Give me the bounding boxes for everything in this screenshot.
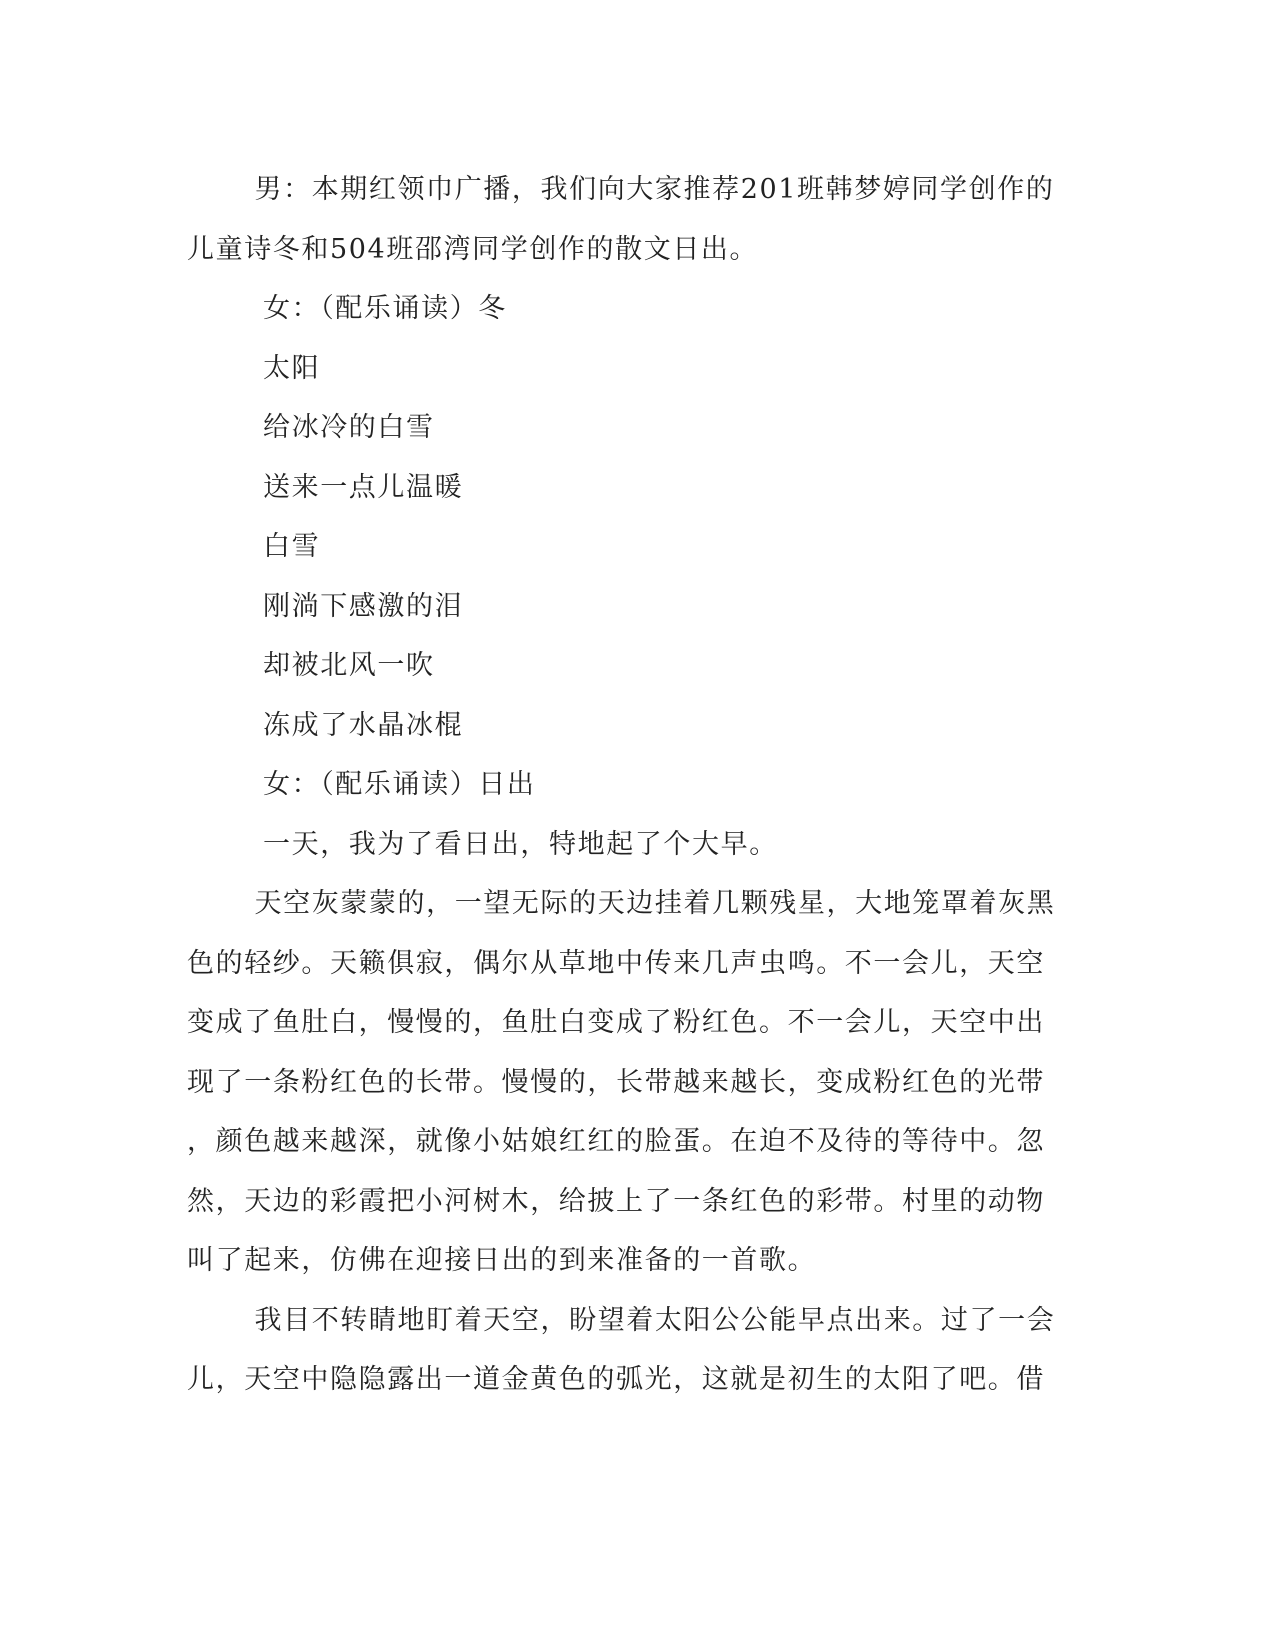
- essay-p1-line-5: ，颜色越来越深，就像小姑娘红红的脸蛋。在迫不及待的等待中。忽: [187, 1126, 1045, 1157]
- essay-first-line: 一天，我为了看日出，特地起了个大早。: [263, 828, 778, 860]
- intro-line-1: 男：本期红领巾广播，我们向大家推荐201班韩梦婷同学创作的: [254, 174, 1055, 205]
- essay-p1-line-7: 叫了起来，仿佛在迎接日出的到来准备的一首歌。: [187, 1245, 817, 1276]
- essay-p1-line-2: 色的轻纱。天籁俱寂，偶尔从草地中传来几声虫鸣。不一会儿，天空: [187, 947, 1045, 979]
- essay-heading: 女：（配乐诵读）日出: [263, 769, 536, 800]
- poem-line: 给冰冷的白雪: [263, 412, 435, 443]
- essay-p1-line-4: 现了一条粉红色的长带。慢慢的，长带越来越长，变成粉红色的光带: [187, 1066, 1045, 1098]
- essay-paragraph-2: [187, 1291, 1067, 1410]
- poem-line: 刚淌下感激的泪: [263, 590, 464, 622]
- essay-p1-line-1: 天空灰蒙蒙的，一望无际的天边挂着几颗残星，大地笼罩着灰黑: [254, 888, 1056, 919]
- poem-heading: 女：（配乐诵读）冬: [263, 293, 507, 324]
- poem-line: 送来一点儿温暖: [263, 471, 464, 503]
- intro-paragraph: [187, 160, 1067, 279]
- essay-p2-line-2: 儿，天空中隐隐露出一道金黄色的弧光，这就是初生的太阳了吧。借: [187, 1364, 1045, 1395]
- intro-line-2: 儿童诗冬和504班邵湾同学创作的散文日出。: [187, 233, 759, 265]
- essay-p1-line-3: 变成了鱼肚白，慢慢的，鱼肚白变成了粉红色。不一会儿，天空中出: [187, 1007, 1045, 1038]
- poem-line: 太阳: [263, 352, 321, 384]
- poem-line: 冻成了水晶冰棍: [263, 709, 464, 741]
- essay-paragraph-1: [187, 874, 1067, 1291]
- poem-line: 却被北风一吹: [263, 650, 435, 681]
- essay-p2-line-1: 我目不转睛地盯着天空，盼望着太阳公公能早点出来。过了一会: [254, 1304, 1056, 1336]
- document-body: [187, 160, 1067, 1410]
- essay-p1-line-6: 然，天边的彩霞把小河树木，给披上了一条红色的彩带。村里的动物: [187, 1185, 1045, 1217]
- poem-line: 白雪: [263, 531, 321, 562]
